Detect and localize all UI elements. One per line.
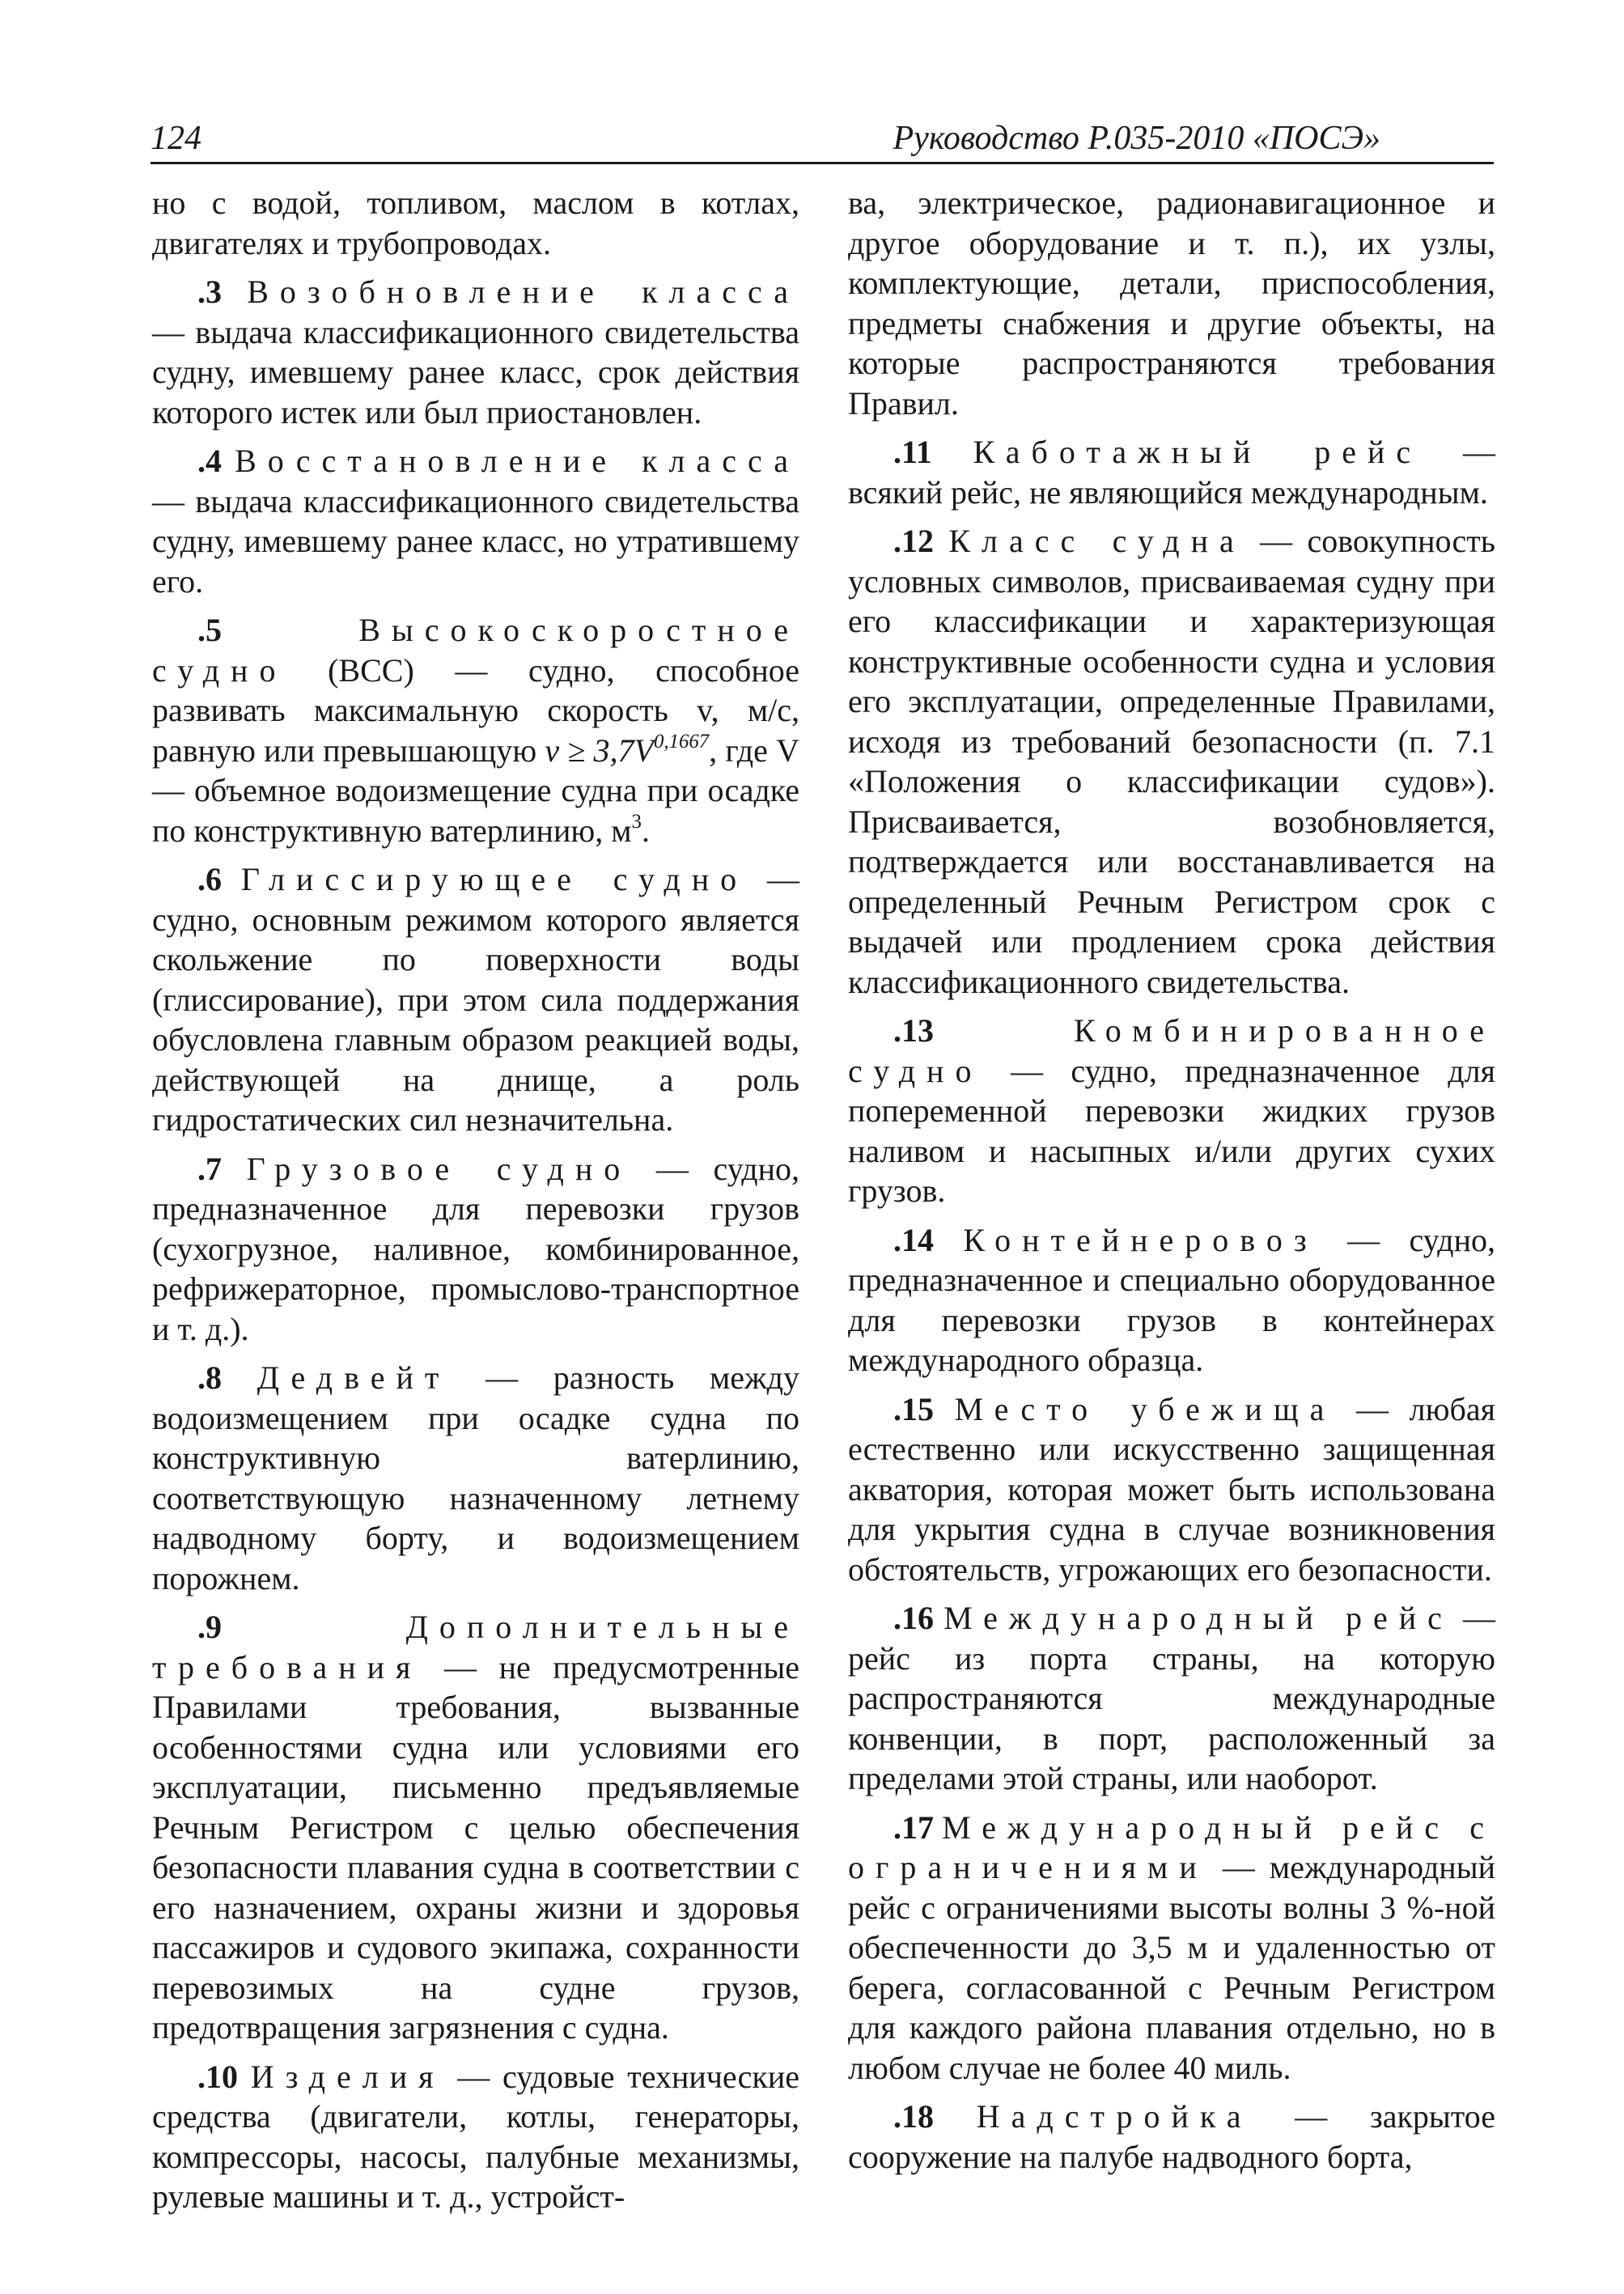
definition-number: .4 (197, 443, 222, 479)
definition-18 (848, 2097, 1495, 2177)
definition-term: Восстановление класса (235, 443, 799, 479)
definition-number: .14 (893, 1221, 934, 1258)
definition-number: .3 (197, 273, 222, 310)
definition-number: .9 (197, 1609, 222, 1645)
definition-term: Изделия (250, 2058, 445, 2095)
definition-text: — международный рейс с ограничениями высоты волны 3 %-ной обеспеченности до 3,5 м и удаленностью от берега, согласованной с Речным Регистром для каждого района плавания отдельно, но в любом случае не более 40 миль. (848, 1849, 1495, 2086)
definition-number: .16 (893, 1600, 934, 1636)
definition-term: Класс судна (948, 523, 1245, 559)
continuation-text: но с водой, топливом, маслом в котлах, двигателях и трубопроводах. (152, 184, 799, 261)
definition-16 (848, 1598, 1495, 1799)
definition-term: Дедвейт (257, 1359, 451, 1396)
definition-text: — любая естественно или искусственно защищенная акватория, которая может быть использована для укрытия судна в случае возникновения обстоятельств, угрожающих его безопасности. (848, 1390, 1495, 1588)
right-column (848, 183, 1495, 2186)
definition-number: .17 (893, 1808, 934, 1846)
definition-14 (848, 1220, 1495, 1380)
definition-text: — рейс из порта страны, на которую распространяются международные конвенции, в порт, расположенный за пределами этой страны, или наоборот. (848, 1600, 1496, 1796)
definition-text: — выдача классификационного свидетельства судну, имевшему ранее класс, срок действия которого истек или был приостановлен. (152, 313, 799, 430)
definition-number: .13 (893, 1012, 934, 1049)
definition-term: Возобновление класса (247, 273, 800, 310)
definition-term: Грузовое судно (246, 1150, 632, 1187)
definition-text: — судно, предназначенное для перевозки грузов (сухогрузное, наливное, комбинированное, рефрижераторное, промыслово-транспортное и т. д.). (152, 1150, 799, 1347)
definition-number: .11 (893, 434, 932, 470)
unit-exponent: 3 (631, 810, 642, 833)
running-title: Руководство Р.035-2010 «ПОСЭ» (893, 120, 1380, 157)
definition-text: — судно, предназначенное и специально оборудованное для перевозки грузов в контейнерах международного образца. (848, 1221, 1495, 1378)
definition-number: .8 (197, 1359, 222, 1396)
definition-term: Контейнеровоз (963, 1221, 1318, 1258)
definition-term: Дополнительные требования (152, 1609, 799, 1686)
definition-9 (152, 1607, 799, 2048)
definition-text: — разность между водоизмещением при осадке судна по конструктивную ватерлинию, соответствующую назначенному летнему надводному борту, и водоизмещением порожнем. (152, 1359, 799, 1596)
definition-6 (152, 859, 799, 1140)
definition-text: — не предусмотренные Правилами требования, вызванные особенностями судна или условиями его эксплуатации, письменно предъявляемые Речным Регистром с целью обеспечения безопасности плавания судна в соответствии с его назначением, охраны жизни и здоровья пассажиров и судового экипажа, сохранности перевозимых на судне грузов, предотвращения загрязнения с судна. (152, 1648, 799, 2046)
definition-number: .6 (197, 861, 222, 897)
definition-term: Надстройка (976, 2098, 1253, 2135)
page-header (151, 115, 1494, 164)
definition-7 (152, 1149, 799, 1350)
definition-13 (848, 1011, 1495, 1211)
definition-text: — судно, предназначенное для попеременной перевозки жидких грузов наливом и насыпных и/или других сухих грузов. (848, 1052, 1495, 1209)
definition-10 (152, 2057, 799, 2217)
definition-text-cont: , где V — объемное водоизмещение судна при осадке по конструктивную ватерлинию, м (152, 731, 800, 849)
definition-term: Глиссирующее судно (240, 861, 748, 897)
definition-number: .10 (197, 2058, 238, 2095)
definition-term: Международный рейс (943, 1600, 1453, 1636)
definition-text-end: . (641, 812, 650, 849)
definition-17 (848, 1808, 1495, 2088)
definition-term: Место убежища (954, 1390, 1336, 1427)
definition-12 (848, 521, 1495, 1002)
left-column (152, 183, 799, 2226)
definition-text: — всякий рейс, не являющийся международным. (848, 434, 1496, 511)
definition-text: — судовые технические средства (двигатели, котлы, генераторы, компрессоры, насосы, палубные механизмы, рулевые машины и т. д., устройст- (152, 2058, 800, 2215)
definition-term: Международный рейс с ограничениями (848, 1808, 1496, 1885)
definition-number: .5 (197, 612, 222, 648)
definition-term: Каботажный рейс (973, 434, 1423, 470)
continuation-text: ва, электрическое, радионавигационное и другое оборудование и т. п.), их узлы, комплектующие, детали, приспособления, предметы снабжения и другие объекты, на которые распространяются требования Правил. (848, 184, 1495, 422)
definition-5 (152, 610, 799, 850)
definition-number: .18 (893, 2098, 934, 2135)
definition-text: — закрытое сооружение на палубе надводного борта, (848, 2098, 1496, 2175)
definition-text: — выдача классификационного свидетельства судну, имевшему ранее класс, но утратившему его. (152, 482, 799, 600)
definition-3 (152, 272, 799, 432)
definition-text: — судно, основным режимом которого является скольжение по поверхности воды (глиссирование), при этом сила поддержания обусловлена главным образом реакцией воды, действующей на днище, а роль гидростатических сил незначительна. (152, 861, 800, 1138)
page-number: 124 (151, 120, 201, 157)
definition-text: (ВСС) — судно, способное развивать максимальную скорость v, м/с, равную или превышающую (152, 651, 799, 769)
definition-11 (848, 432, 1495, 512)
formula-exponent: 0,1667 (653, 730, 710, 753)
formula-base: v ≥ 3,7V (545, 731, 654, 769)
definition-term: Комбинированное судно (848, 1012, 1495, 1089)
definition-8 (152, 1358, 799, 1598)
definition-number: .12 (893, 523, 934, 559)
definition-number: .15 (893, 1390, 934, 1427)
speed-formula (545, 732, 709, 769)
definition-text: — совокупность условных символов, присваиваемая судну при его классификации и характеризующая конструктивные особенности судна и условия его эксплуатации, определенные Правилами, исходя из требований безопасности (п. 7.1 «Положения о классификации судов»). Присваивается, возобновляется, подтверждается или восстанавливается на определенный Речным Регистром срок с выдачей или продлением срока действия классификационного свидетельства. (848, 523, 1496, 1000)
definition-15 (848, 1389, 1495, 1590)
definition-term: Высокоскоростное судно (152, 612, 799, 689)
definition-4 (152, 441, 799, 601)
definition-number: .7 (197, 1150, 222, 1187)
